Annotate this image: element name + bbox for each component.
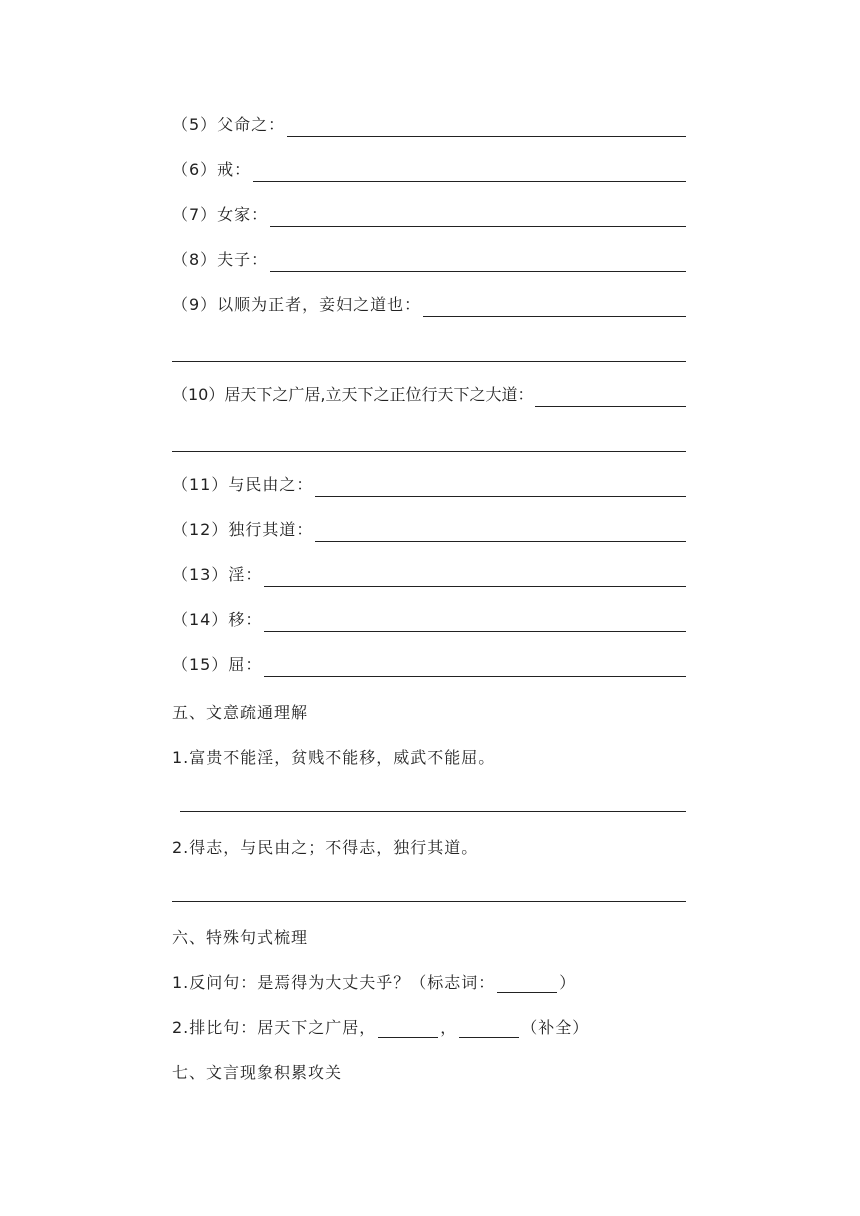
vocab-label: （6）戒： <box>172 160 252 179</box>
vocab-item-9 <box>172 287 686 317</box>
section-heading-7: 七、文言现象积累攻关 <box>172 1063 343 1082</box>
question-text: （补全） <box>521 1018 590 1037</box>
vocab-label: （9）以顺为正者，妾妇之道也： <box>172 295 422 314</box>
answer-blank[interactable] <box>264 564 686 587</box>
question-text: 2.排比句：居天下之广居， <box>172 1018 377 1037</box>
comprehension-question-1: 1.富贵不能淫，贫贱不能移，威武不能屈。 <box>172 748 496 767</box>
vocab-item-15 <box>172 647 686 677</box>
vocab-item-14 <box>172 602 686 632</box>
vocab-label: （5）父命之： <box>172 115 286 134</box>
vocab-label: （8）夫子： <box>172 250 269 269</box>
answer-blank[interactable] <box>315 474 686 497</box>
vocab-item-13 <box>172 557 686 587</box>
answer-blank[interactable] <box>270 204 686 227</box>
sentence-question-1 <box>172 973 576 993</box>
vocab-item-6 <box>172 152 686 182</box>
answer-blank[interactable] <box>264 609 686 632</box>
answer-blank[interactable] <box>423 294 686 317</box>
section-heading-5: 五、文意疏通理解 <box>172 703 309 722</box>
vocab-item-8 <box>172 242 686 272</box>
vocab-label: （10）居天下之广居,立天下之正位行天下之大道： <box>172 385 534 404</box>
vocab-item-5 <box>172 107 686 137</box>
vocab-label: （12）独行其道： <box>172 520 314 539</box>
answer-blank[interactable] <box>497 974 557 993</box>
answer-blank[interactable] <box>270 249 686 272</box>
vocab-item-10 <box>172 377 686 407</box>
answer-line-continued[interactable] <box>172 451 686 452</box>
sentence-question-2 <box>172 1018 589 1038</box>
answer-blank[interactable] <box>378 1019 438 1038</box>
vocab-label: （15）屈： <box>172 655 263 674</box>
vocab-label: （11）与民由之： <box>172 475 314 494</box>
answer-blank[interactable] <box>535 384 686 407</box>
answer-blank[interactable] <box>253 159 686 182</box>
answer-blank[interactable] <box>264 654 686 677</box>
answer-blank[interactable] <box>287 114 686 137</box>
section-heading-6: 六、特殊句式梳理 <box>172 928 309 947</box>
vocab-item-7 <box>172 197 686 227</box>
answer-blank[interactable] <box>459 1019 519 1038</box>
vocab-label: （14）移： <box>172 610 263 629</box>
answer-line[interactable] <box>172 901 686 902</box>
answer-blank[interactable] <box>315 519 686 542</box>
answer-line[interactable] <box>180 811 686 812</box>
answer-line-continued[interactable] <box>172 361 686 362</box>
vocab-label: （7）女家： <box>172 205 269 224</box>
question-text: ） <box>559 973 577 992</box>
question-text: ， <box>440 1018 458 1037</box>
comprehension-question-2: 2.得志，与民由之；不得志，独行其道。 <box>172 838 479 857</box>
vocab-item-11 <box>172 467 686 497</box>
vocab-label: （13）淫： <box>172 565 263 584</box>
vocab-item-12 <box>172 512 686 542</box>
question-text: 1.反问句：是焉得为大丈夫乎？（标志词： <box>172 973 496 992</box>
